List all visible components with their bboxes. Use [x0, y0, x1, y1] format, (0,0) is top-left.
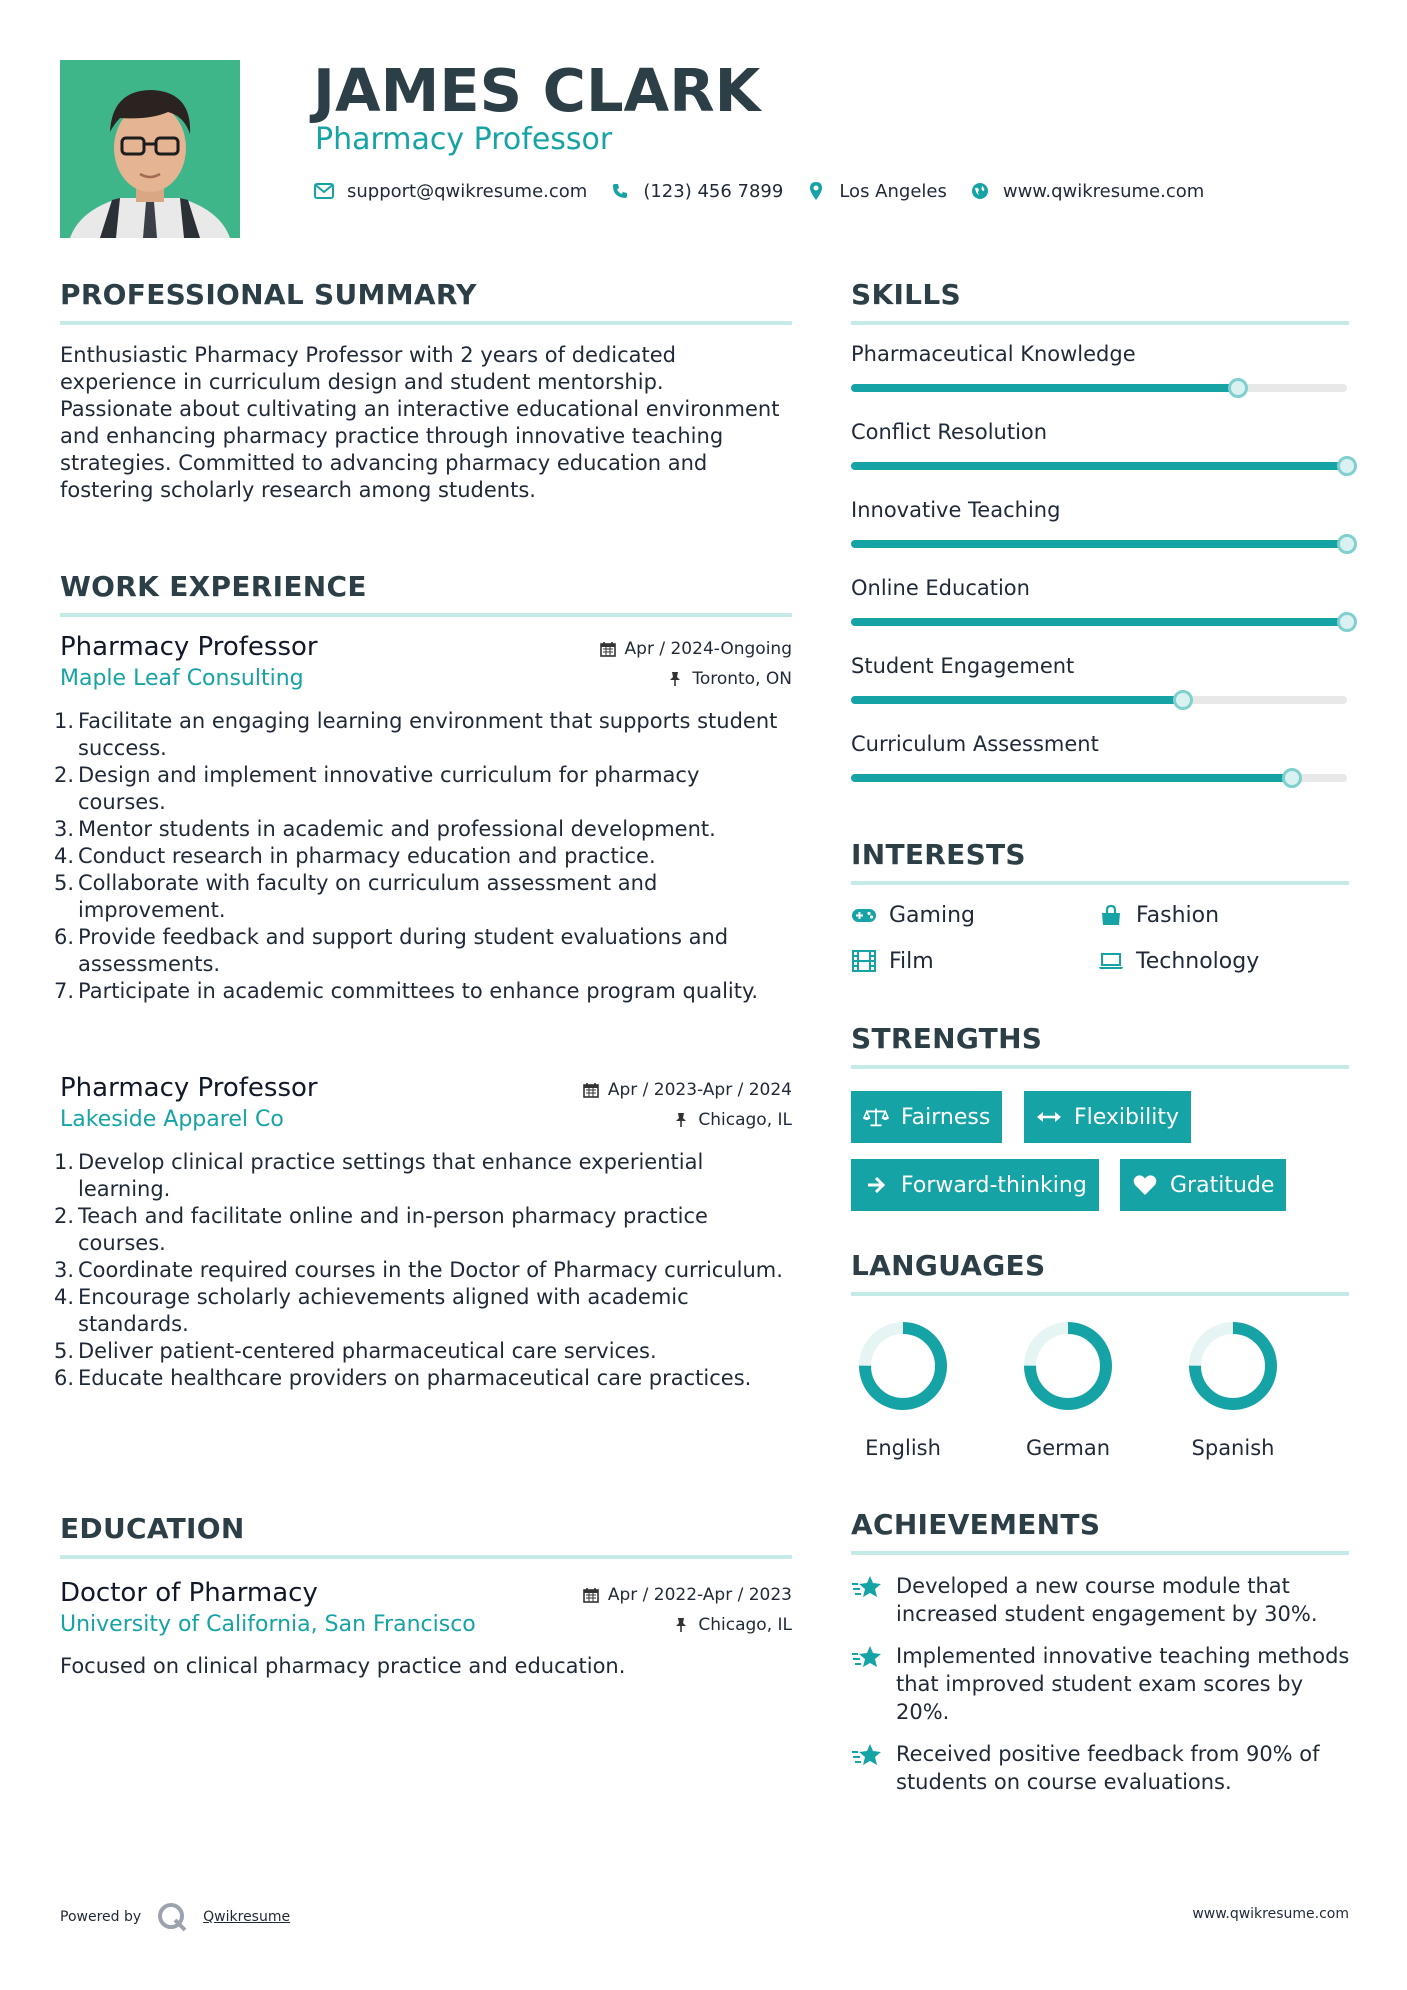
list-item: 1. Facilitate an engaging learning environment that supports student success. [54, 709, 778, 760]
interests-heading: INTERESTS [851, 838, 1026, 871]
language-level-ring [1185, 1318, 1281, 1414]
job-entry [54, 1073, 792, 1392]
skill-bar [851, 696, 1347, 704]
skill-item [851, 420, 1349, 470]
contact-email[interactable] [313, 180, 587, 202]
pushpin-icon [666, 670, 684, 688]
profile-photo [60, 60, 240, 238]
skill-knob [1228, 378, 1248, 398]
job-duties [54, 708, 792, 1005]
skill-bar [851, 540, 1347, 548]
achievement-item [851, 1642, 1351, 1726]
list-item: 4. Encourage scholarly achievements aligned with academic standards. [54, 1285, 689, 1336]
language-name: German [1025, 1436, 1111, 1460]
job-date: Apr / 2024-Ongoing [599, 639, 792, 659]
experience-heading: WORK EXPERIENCE [60, 570, 367, 603]
education-location: Chicago, IL [672, 1615, 792, 1635]
film-icon [851, 948, 877, 974]
skill-knob [1337, 534, 1357, 554]
achievement-text: Developed a new course module that increased student engagement by 30%. [896, 1574, 1318, 1626]
job-location: Chicago, IL [672, 1110, 792, 1130]
list-item: 1. Develop clinical practice settings that enhance experiential learning. [54, 1150, 704, 1201]
skill-knob [1337, 456, 1357, 476]
pushpin-icon [672, 1616, 690, 1634]
section-divider [851, 881, 1349, 885]
contact-phone-text: (123) 456 7899 [643, 180, 784, 202]
phone-icon [609, 180, 631, 202]
strength-badge: Forward-thinking [851, 1159, 1099, 1211]
education-section [60, 1512, 792, 1559]
skill-item [851, 732, 1349, 782]
languages-section [851, 1249, 1349, 1296]
job-company: Maple Leaf Consulting [60, 666, 304, 691]
calendar-icon [582, 1586, 600, 1604]
arrow-right-icon [863, 1172, 889, 1198]
achievements-section [851, 1508, 1349, 1555]
strength-badge: Gratitude [1120, 1159, 1286, 1211]
interest-item: Film [851, 948, 934, 974]
interest-item: Technology [1098, 948, 1259, 974]
skill-name: Curriculum Assessment [851, 732, 1099, 756]
calendar-icon [582, 1081, 600, 1099]
contact-website[interactable] [969, 180, 1204, 202]
language-item [848, 1318, 958, 1460]
education-entry [60, 1578, 792, 1678]
skill-knob [1337, 612, 1357, 632]
language-name: English [865, 1436, 941, 1460]
language-level-ring [855, 1318, 951, 1414]
summary-section [60, 278, 792, 325]
interest-item: Fashion [1098, 902, 1219, 928]
section-divider [851, 1292, 1349, 1296]
arrows-horizontal-icon [1036, 1104, 1062, 1130]
list-item: 3. Coordinate required courses in the Doctor of Pharmacy curriculum. [54, 1258, 783, 1282]
calendar-icon [599, 640, 617, 658]
pushpin-icon [672, 1111, 690, 1129]
achievement-item [851, 1740, 1351, 1796]
skill-item [851, 654, 1349, 704]
strengths-section [851, 1022, 1349, 1069]
achievement-text: Received positive feedback from 90% of students on course evaluations. [896, 1742, 1320, 1794]
contact-email-text: support@qwikresume.com [347, 180, 588, 202]
education-heading: EDUCATION [60, 1512, 245, 1545]
job-duties [54, 1149, 792, 1392]
degree-title: Doctor of Pharmacy [60, 1578, 318, 1608]
contact-location [805, 180, 947, 202]
laptop-icon [1098, 948, 1124, 974]
list-item: 2. Design and implement innovative curriculum for pharmacy courses. [54, 763, 700, 814]
footer-powered-by [60, 1900, 290, 1934]
list-item: 3. Mentor students in academic and professional development. [54, 817, 716, 841]
job-location: Toronto, ON [666, 669, 792, 689]
section-divider [851, 1551, 1349, 1555]
strength-badge: Flexibility [1024, 1091, 1191, 1143]
list-item: 5. Deliver patient-centered pharmaceutical care services. [54, 1339, 657, 1363]
footer-url[interactable]: www.qwikresume.com [1192, 1906, 1349, 1922]
interests-section [851, 838, 1349, 885]
skill-name: Student Engagement [851, 654, 1075, 678]
job-date: Apr / 2023-Apr / 2024 [582, 1080, 792, 1100]
contact-bar [313, 178, 1226, 204]
language-item [1178, 1318, 1288, 1460]
skill-knob [1282, 768, 1302, 788]
qwikresume-link[interactable]: Qwikresume [203, 1909, 291, 1925]
section-divider [60, 613, 792, 617]
powered-by-label: Powered by [60, 1909, 142, 1925]
summary-text: Enthusiastic Pharmacy Professor with 2 years of dedicated experience in curriculum design and student mentorship. Passionate about cultivating an interactive educational environment and enhancing pharmacy practice through innovative teaching strategies. Committed to advancing pharmacy education and fostering scholarly research among students. [60, 343, 780, 502]
section-divider [60, 321, 792, 325]
achievements-heading: ACHIEVEMENTS [851, 1508, 1101, 1541]
school-name: University of California, San Francisco [60, 1612, 476, 1637]
list-item: 4. Conduct research in pharmacy education and practice. [54, 844, 656, 868]
heart-icon [1132, 1172, 1158, 1198]
summary-heading: PROFESSIONAL SUMMARY [60, 278, 477, 311]
candidate-name: JAMES CLARK [313, 56, 761, 125]
skill-bar [851, 774, 1347, 782]
map-marker-icon [805, 180, 827, 202]
list-item: 6. Provide feedback and support during student evaluations and assessments. [54, 925, 729, 976]
skills-heading: SKILLS [851, 278, 961, 311]
shooting-star-icon [851, 1574, 883, 1602]
language-item [1013, 1318, 1123, 1460]
language-name: Spanish [1191, 1436, 1275, 1460]
skill-bar [851, 384, 1347, 392]
list-item: 7. Participate in academic committees to enhance program quality. [54, 979, 759, 1003]
achievement-item [851, 1572, 1351, 1628]
skill-bar [851, 462, 1347, 470]
contact-website-text: www.qwikresume.com [1002, 180, 1205, 202]
list-item: 6. Educate healthcare providers on pharmaceutical care practices. [54, 1366, 752, 1390]
shooting-star-icon [851, 1644, 883, 1672]
skill-item [851, 576, 1349, 626]
strength-badge: Fairness [851, 1091, 1002, 1143]
section-divider [851, 1065, 1349, 1069]
candidate-title: Pharmacy Professor [315, 122, 613, 157]
section-divider [60, 1555, 792, 1559]
skill-bar [851, 618, 1347, 626]
list-item: 5. Collaborate with faculty on curriculum assessment and improvement. [54, 871, 658, 922]
skill-knob [1173, 690, 1193, 710]
interest-item: Gaming [851, 902, 975, 928]
skill-name: Online Education [851, 576, 1030, 600]
skill-name: Pharmaceutical Knowledge [851, 342, 1136, 366]
education-description: Focused on clinical pharmacy practice and education. [60, 1654, 626, 1678]
shopping-bag-icon [1098, 902, 1124, 928]
job-title: Pharmacy Professor [60, 1073, 318, 1103]
qwikresume-logo-icon [155, 1900, 189, 1934]
education-date: Apr / 2022-Apr / 2023 [582, 1585, 792, 1605]
skills-section [851, 278, 1349, 325]
language-level-ring [1020, 1318, 1116, 1414]
languages-heading: LANGUAGES [851, 1249, 1046, 1282]
gamepad-icon [851, 902, 877, 928]
job-company: Lakeside Apparel Co [60, 1107, 284, 1132]
skill-name: Conflict Resolution [851, 420, 1048, 444]
strengths-heading: STRENGTHS [851, 1022, 1043, 1055]
skill-item [851, 498, 1349, 548]
globe-icon [969, 180, 991, 202]
skill-name: Innovative Teaching [851, 498, 1061, 522]
job-title: Pharmacy Professor [60, 632, 318, 662]
balance-scale-icon [863, 1104, 889, 1130]
achievement-text: Implemented innovative teaching methods that improved student exam scores by 20%. [896, 1644, 1350, 1724]
skill-item [851, 342, 1349, 392]
shooting-star-icon [851, 1742, 883, 1770]
job-entry [54, 632, 792, 1005]
section-divider [851, 321, 1349, 325]
contact-phone[interactable] [609, 180, 783, 202]
experience-section [60, 570, 792, 617]
list-item: 2. Teach and facilitate online and in-person pharmacy practice courses. [54, 1204, 708, 1255]
envelope-icon [313, 180, 335, 202]
contact-location-text: Los Angeles [839, 180, 947, 202]
